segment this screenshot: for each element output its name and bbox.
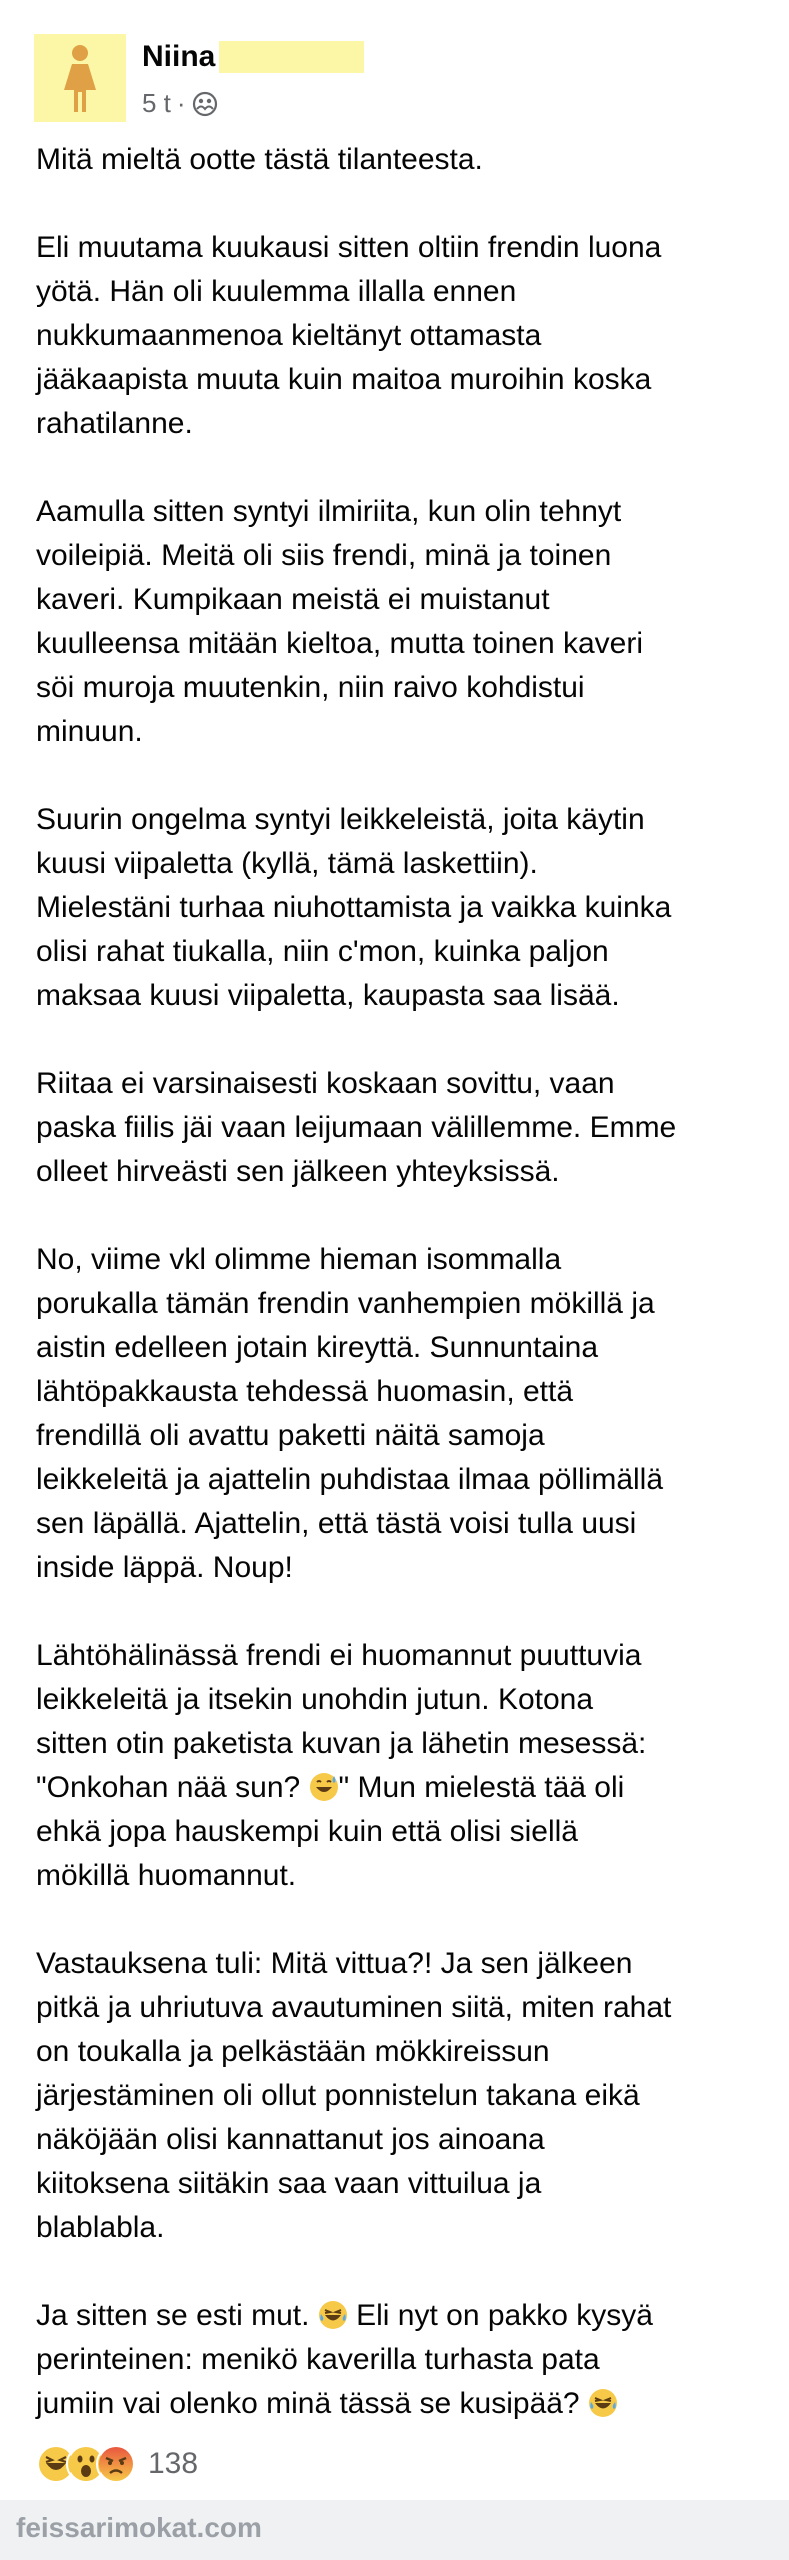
post-time[interactable]: 5 t [142, 88, 171, 118]
post-paragraph: No, viime vkl olimme hieman isommalla porukalla tämän frendin vanhempien mökillä ja aistin edelleen jotain kireyttä. Sunnuntaina lähtöpakkausta tehdessä huomasin, että frendillä oli avattu paketti näitä samoja leikkeleitä ja ajattelin puhdistaa ilmaa pöllimällä sen läpällä. Ajattelin, että tästä voisi tulla uusi inside läppä. Noup! [36, 1243, 664, 1584]
paragraph-text: Lähtöhälinässä frendi ei huomannut puuttuvia leikkeleitä ja itsekin unohdin jutun. Kotona sitten otin paketista kuvan ja lähetin mesessä: "Onkohan nää sun? [36, 1639, 647, 1804]
paragraph-text: Eli nyt on pakko kysyä perinteinen: menikö kaverilla turhasta pata jumiin vai olenko minä tässä se kusipää? [36, 2299, 653, 2420]
meta-separator: · [176, 88, 186, 118]
watermark: feissarimokat.com [16, 2512, 262, 2543]
female-person-icon [60, 44, 100, 114]
post-paragraph: Suurin ongelma syntyi leikkeleistä, joita käytin kuusi viipaletta (kyllä, tämä laskettiin). Mielestäni turhaa niuhottamista ja vaikka kuinka olisi rahat tiukalla, niin c'mon, kuinka paljon maksaa kuusi viipaletta, kaupasta saa lisää. [36, 803, 672, 1012]
reaction-count[interactable]: 138 [148, 2447, 199, 2480]
friends-icon[interactable] [192, 91, 218, 117]
post-paragraph: Mitä mieltä ootte tästä tilanteesta. [36, 143, 483, 176]
angry-reaction-icon [96, 2444, 136, 2484]
post-paragraph: Aamulla sitten syntyi ilmiriita, kun olin tehnyt voileipiä. Meitä oli siis frendi, minä ja toinen kaveri. Kumpikaan meistä ei muistanut kuulleensa mitään kieltoa, mutta toinen kaveri söi muroja muutenkin, niin raivo kohdistui minuun. [36, 495, 644, 748]
author-name[interactable]: Niina [142, 40, 216, 73]
paragraph-text: Ja sitten se esti mut. [36, 2299, 318, 2332]
tears-of-joy-emoji-icon [588, 2388, 618, 2418]
post-paragraph: Eli muutama kuukausi sitten oltiin frendin luona yötä. Hän oli kuulemma illalla ennen nukkumaanmenoa kieltänyt ottamasta jääkaapista muuta kuin maitoa muroihin koska rahatilanne. [36, 231, 662, 440]
post-header [30, 30, 750, 126]
grinning-sweat-emoji-icon [309, 1772, 339, 1802]
watermark-bar [0, 2500, 789, 2560]
tears-of-joy-emoji-icon [318, 2300, 348, 2330]
post-paragraph: Riitaa ei varsinaisesti koskaan sovittu, vaan paska fiilis jäi vaan leijumaan välillemme. Emme olleet hirveästi sen jälkeen yhteyksissä. [36, 1067, 677, 1188]
post-meta [142, 88, 218, 119]
post-text [36, 138, 756, 2470]
author-row [142, 40, 364, 80]
avatar[interactable] [34, 34, 126, 122]
reaction-summary[interactable] [36, 2442, 198, 2486]
post-paragraph: Vastauksena tuli: Mitä vittua?! Ja sen jälkeen pitkä ja uhriutuva avautuminen siitä, miten rahat on toukalla ja pelkästään mökkireissun järjestäminen oli ollut ponnistelun takana eikä näköjään olisi kannattanut jos ainoana kiitoksena siitäkin saa vaan vittuilua ja blablabla. [36, 1947, 672, 2244]
name-redaction [219, 41, 364, 73]
post-paragraph [36, 1634, 756, 1898]
post-paragraph [36, 2294, 756, 2426]
paragraph-text: " Mun mielestä tää oli ehkä jopa hauskempi kuin että olisi siellä mökillä huomannut. [36, 1771, 625, 1892]
